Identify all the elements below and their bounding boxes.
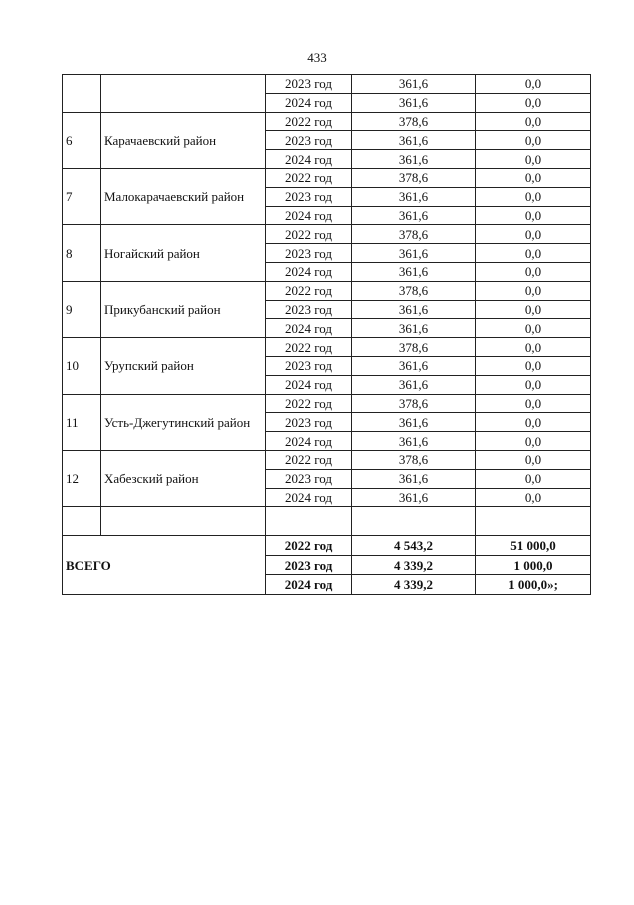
- value1-cell: 361,6: [352, 413, 476, 432]
- year-cell: 2023 год: [266, 131, 352, 150]
- district-number-cell: 7: [63, 168, 101, 224]
- total-label-cell: ВСЕГО: [63, 536, 266, 595]
- value2-cell: 0,0: [476, 206, 591, 225]
- year-cell: 2022 год: [266, 225, 352, 244]
- year-cell: 2024 год: [266, 432, 352, 451]
- district-name-cell: [101, 75, 266, 113]
- year-cell: 2024 год: [266, 575, 352, 595]
- year-cell: 2024 год: [266, 375, 352, 394]
- value1-cell: 361,6: [352, 469, 476, 488]
- value1-cell: 378,6: [352, 112, 476, 131]
- year-cell: 2023 год: [266, 555, 352, 575]
- year-cell: 2022 год: [266, 281, 352, 300]
- district-name-cell: Усть-Джегутинский район: [101, 394, 266, 450]
- district-name-cell: Урупский район: [101, 338, 266, 394]
- value2-cell: 0,0: [476, 338, 591, 357]
- year-cell: 2023 год: [266, 300, 352, 319]
- value2-cell: 0,0: [476, 413, 591, 432]
- value2-cell: 51 000,0: [476, 536, 591, 556]
- budget-table-body: [63, 75, 591, 595]
- year-cell: 2024 год: [266, 319, 352, 338]
- year-cell: 2022 год: [266, 338, 352, 357]
- year-cell: 2024 год: [266, 93, 352, 112]
- year-cell: 2023 год: [266, 187, 352, 206]
- value2-cell: 0,0: [476, 394, 591, 413]
- year-cell: 2022 год: [266, 536, 352, 556]
- value1-cell: 361,6: [352, 375, 476, 394]
- value1-cell: 4 339,2: [352, 575, 476, 595]
- value2-cell: 0,0: [476, 281, 591, 300]
- value2-cell: 0,0: [476, 244, 591, 263]
- year-cell: 2022 год: [266, 168, 352, 187]
- table-row: [63, 75, 591, 94]
- table-row: [63, 281, 591, 300]
- value1-cell: 4 339,2: [352, 555, 476, 575]
- value1-cell: 361,6: [352, 131, 476, 150]
- district-number-cell: 9: [63, 281, 101, 337]
- empty-cell: [476, 507, 591, 536]
- value1-cell: 361,6: [352, 93, 476, 112]
- value1-cell: 378,6: [352, 450, 476, 469]
- value1-cell: 378,6: [352, 225, 476, 244]
- year-cell: 2024 год: [266, 262, 352, 281]
- value2-cell: 0,0: [476, 93, 591, 112]
- district-number-cell: 8: [63, 225, 101, 281]
- value2-cell: 0,0: [476, 225, 591, 244]
- table-row: [63, 225, 591, 244]
- value2-cell: 0,0: [476, 168, 591, 187]
- year-cell: 2023 год: [266, 244, 352, 263]
- table-row: [63, 338, 591, 357]
- value1-cell: 378,6: [352, 338, 476, 357]
- year-cell: 2023 год: [266, 356, 352, 375]
- budget-table: [62, 74, 591, 595]
- district-number-cell: 11: [63, 394, 101, 450]
- value1-cell: 361,6: [352, 356, 476, 375]
- empty-cell: [352, 507, 476, 536]
- value2-cell: 0,0: [476, 469, 591, 488]
- district-name-cell: Малокарачаевский район: [101, 168, 266, 224]
- district-number-cell: 12: [63, 450, 101, 506]
- district-name-cell: Хабезский район: [101, 450, 266, 506]
- value1-cell: 361,6: [352, 262, 476, 281]
- district-name-cell: Ногайский район: [101, 225, 266, 281]
- empty-cell: [266, 507, 352, 536]
- empty-cell: [63, 507, 101, 536]
- value2-cell: 0,0: [476, 300, 591, 319]
- value1-cell: 361,6: [352, 206, 476, 225]
- district-number-cell: 6: [63, 112, 101, 168]
- value2-cell: 0,0: [476, 150, 591, 169]
- district-name-cell: Карачаевский район: [101, 112, 266, 168]
- year-cell: 2023 год: [266, 75, 352, 94]
- value1-cell: 361,6: [352, 432, 476, 451]
- value1-cell: 361,6: [352, 75, 476, 94]
- year-cell: 2024 год: [266, 488, 352, 507]
- value2-cell: 0,0: [476, 356, 591, 375]
- year-cell: 2022 год: [266, 450, 352, 469]
- value1-cell: 378,6: [352, 168, 476, 187]
- value1-cell: 361,6: [352, 187, 476, 206]
- value1-cell: 4 543,2: [352, 536, 476, 556]
- value1-cell: 361,6: [352, 150, 476, 169]
- year-cell: 2022 год: [266, 394, 352, 413]
- table-row: [63, 168, 591, 187]
- table-row: [63, 450, 591, 469]
- year-cell: 2023 год: [266, 413, 352, 432]
- value2-cell: 0,0: [476, 450, 591, 469]
- page-number: 433: [307, 50, 327, 65]
- value2-cell: 0,0: [476, 432, 591, 451]
- year-cell: 2023 год: [266, 469, 352, 488]
- value1-cell: 361,6: [352, 244, 476, 263]
- value2-cell: 0,0: [476, 75, 591, 94]
- district-name-cell: Прикубанский район: [101, 281, 266, 337]
- value2-cell: 0,0: [476, 262, 591, 281]
- year-cell: 2024 год: [266, 150, 352, 169]
- number-cell: [63, 75, 101, 113]
- value2-cell: 0,0: [476, 187, 591, 206]
- value2-cell: 0,0: [476, 319, 591, 338]
- value1-cell: 361,6: [352, 488, 476, 507]
- value2-cell: 0,0: [476, 488, 591, 507]
- empty-row: [63, 507, 591, 536]
- value1-cell: 361,6: [352, 319, 476, 338]
- table-row: [63, 112, 591, 131]
- value2-cell: 1 000,0: [476, 555, 591, 575]
- value2-cell: 0,0: [476, 375, 591, 394]
- value2-cell: 0,0: [476, 112, 591, 131]
- district-number-cell: 10: [63, 338, 101, 394]
- value1-cell: 378,6: [352, 281, 476, 300]
- value1-cell: 361,6: [352, 300, 476, 319]
- value2-cell: 1 000,0»;: [476, 575, 591, 595]
- table-row: [63, 394, 591, 413]
- value1-cell: 378,6: [352, 394, 476, 413]
- empty-cell: [101, 507, 266, 536]
- value2-cell: 0,0: [476, 131, 591, 150]
- total-row: [63, 536, 591, 556]
- year-cell: 2022 год: [266, 112, 352, 131]
- year-cell: 2024 год: [266, 206, 352, 225]
